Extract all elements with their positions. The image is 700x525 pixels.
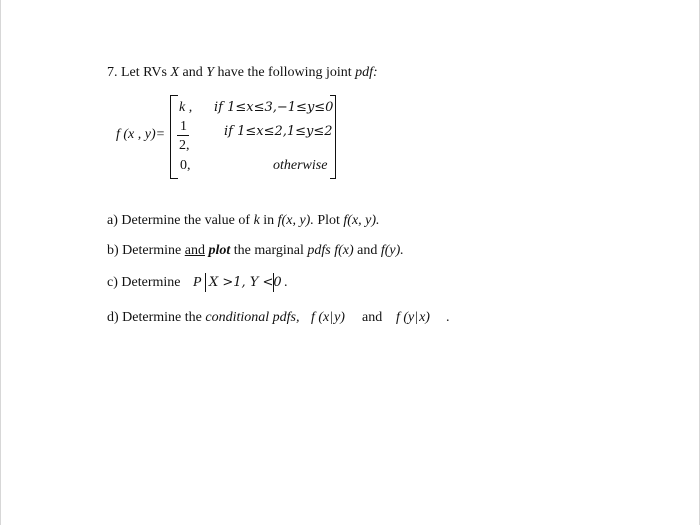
part-c-period: . (284, 275, 288, 290)
part-c-right-bracket (273, 273, 274, 292)
case2-fraction-bar (177, 135, 189, 136)
part-c-left-bracket (205, 273, 206, 292)
part-a: a) Determine the value of k in f(x, y). Plot f(x, y). (107, 213, 380, 228)
case2-condition: if 1≤x≤2,1≤y≤2 (224, 124, 333, 139)
case2-numerator: 1 (180, 119, 187, 134)
part-c-prob-symbol: P (193, 275, 202, 290)
case3-value: 0, (180, 158, 191, 173)
part-c: c) Determine (107, 275, 181, 290)
case2-denominator: 2, (179, 138, 190, 153)
question-heading: 7. Let RVs X and Y have the following joint pdf: (107, 65, 378, 80)
part-d: d) Determine the conditional pdfs, (107, 310, 300, 325)
part-b: b) Determine and plot the marginal pdfs f(x) and f(y). (107, 243, 404, 258)
equation-lhs: f (x , y)= (116, 127, 166, 142)
page-left-border (0, 0, 1, 525)
question-number: 7. (107, 65, 118, 80)
equation-left-brace (170, 95, 178, 179)
case1-value: k , (179, 100, 193, 115)
part-d-fyx: f (y|x) (396, 310, 430, 325)
part-c-expression: X >1, Y <0 (209, 275, 282, 290)
part-d-and: and (362, 310, 383, 325)
case3-condition: otherwise (273, 158, 328, 173)
case1-condition: if 1≤x≤3,−1≤y≤0 (214, 100, 334, 115)
part-d-fxy: f (x|y) (311, 310, 345, 325)
part-d-period: . (446, 310, 450, 325)
